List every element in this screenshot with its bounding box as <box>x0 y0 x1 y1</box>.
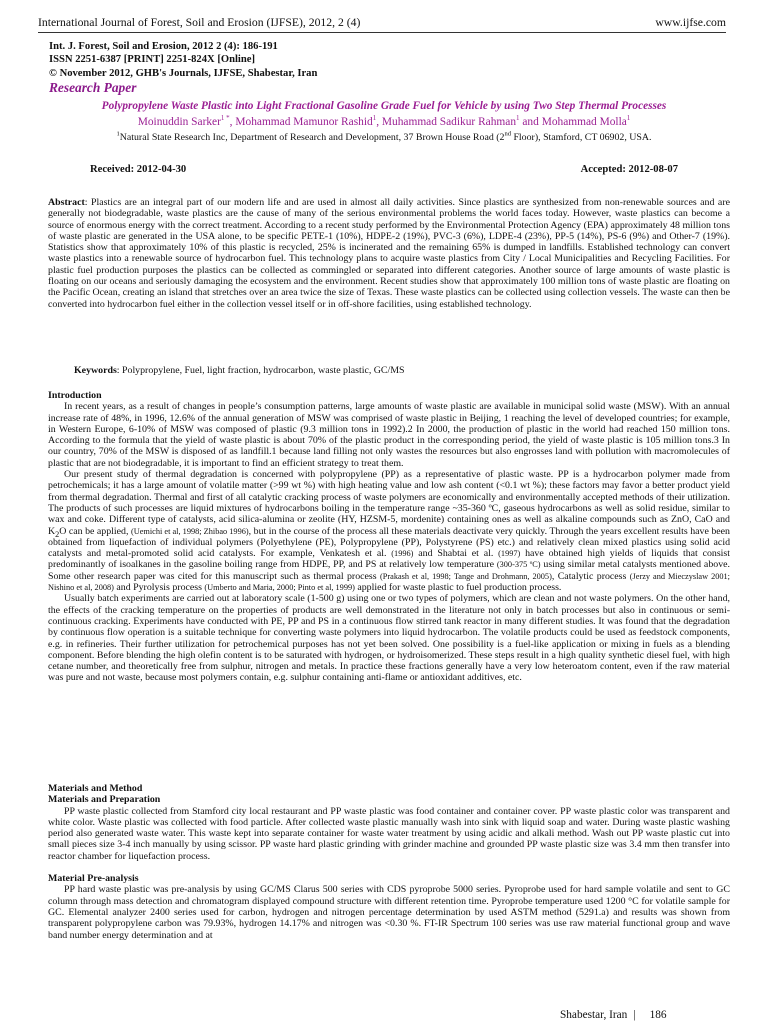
keywords-text: : Polypropylene, Fuel, light fraction, hydrocarbon, waste plastic, GC/MS <box>116 365 405 376</box>
methods-section <box>48 783 730 941</box>
intro-text: applied for waste plastic to fuel production process. <box>354 582 562 594</box>
subscript: 2 <box>55 529 60 539</box>
footer-place: Shabestar, Iran <box>560 1009 628 1021</box>
intro-paragraph: In recent years, as a result of changes in people’s consumption patterns, large amounts of waste plastic are available in municipal solid waste (MSW). With an annual increase rate of 48%, in 1996, 12.6% of the annual generation of MSW was comprised of waste plastic in Beijing, 1 reaching the level of developed countries; for example, in Western Europe, 6-10% of MSW was composed of plastic (9.3 million tons in 1992).2 In 2000, the production of plastic in the world had reached 150 million tons. According to the formula that the yield of waste plastic is about 70% of the plastic product in the corresponding period, the yield of waste plastic is 105 million tons.3 In our country, 70% of the MSW is disposed of as landfill.1 because land filling not only wastes the resources but also engrosses land with pollution with macromolecules of plastic that are not biodegradable, it is important to find an efficient strategy to treat them. <box>48 401 730 469</box>
author-name: Mohammad Mamunor Rashid <box>235 116 373 128</box>
citation: (1996) <box>391 549 414 559</box>
keywords-section <box>48 365 730 376</box>
keywords-paragraph <box>74 365 730 376</box>
methods-paragraph: PP waste plastic collected from Stamford city local restaurant and PP waste plastic was food container and container cover. PP waste plastic color was transparent and white color. Waste plastic was collected with food particle. After collected waste plastic manually wash into sink with liquid soap and water. During waste plastic washing period also generated waste water. This waste kept into separate container for waste water treatment by using acidic and alkali method. Wash out PP waste plastic cut into small pieces size 3-4 inch manually by using scissor. PP waste hard plastic grinding with grinder machine and grounded PP waste plastic size was 3.4 mm then transfer into reactor chamber for liquefaction process. <box>48 805 730 862</box>
abstract-section <box>48 197 730 310</box>
intro-text: , Catalytic process <box>551 570 630 582</box>
abstract-paragraph <box>48 197 730 310</box>
author-separator: , <box>376 116 382 128</box>
copyright-line: © November 2012, GHB's Journals, IJFSE, Shabestar, Iran <box>49 67 318 79</box>
author-separator: and <box>519 116 542 128</box>
abstract-text: : Plastics are an integral part of our modern life and are used in almost all daily activities. Since plastics are synthesized from non-renewable sources and are generally not biodegradable, waste plastics are the cause of many of the serious environmental problems the world faces today. However, waste plastics can become a source of enormous energy with the correct treatment. According to a recent study performed by the Environmental Protection Agency (EPA) approximately 48 million tons of waste plastic are generated in the USA alone, to be specific PETE-1 (10%), HDPE-2 (19%), PVC-3 (6%), LDPE-4 (23%), PP-5 (14%), PS-6 (9%) and Other-7 (19%). Statistics show that approximately 10% of this plastic is recycled, 25% is incinerated and the remaining 65% is dumped in landfills. Established technology can convert waste plastics into a renewable source of hydrocarbon fuel. This technology plans to acquire waste plastics from City / Local Municipalities and Recycling Facilities. For plastic fuel production purposes the plastics can be collected as commingled or separated into different categories. Another source of large amounts of waste plastic is floating on our oceans and seriously damaging the ecosystem and the environment. Recent studies show that approximately 100 million tons of waste plastic are floating on the Pacific Ocean, creating an island that stretches over an area twice the size of Texas. These waste plastics can be collected using collection vessels. The waste can then be converted into hydrocarbon fuel either in the collection vessel itself or in off-shore facilities, using established technology. <box>48 197 730 310</box>
author-affiliation-mark: 1 <box>626 114 631 123</box>
intro-text: and Pyrolysis process <box>113 582 205 594</box>
intro-text: using similar metal catalysts mentioned above. Some other research paper was cited for this manuscript such as thermal process <box>48 559 730 582</box>
article-dates <box>90 164 678 175</box>
intro-paragraph <box>48 469 730 593</box>
citation-line: Int. J. Forest, Soil and Erosion, 2012 2 (4): 186-191 <box>49 41 278 52</box>
introduction-section <box>48 390 730 684</box>
methods-paragraph: PP hard waste plastic was pre-analysis by using GC/MS Clarus 500 series with CDS pyroprobe 5000 series. Pyroprobe used for hard sample volatile and sent to GC column through mass detection and chromatogram displayed compound structure with different retention time. Pyroprobe temperature used 1200 °C for volatile sample for GC. Elemental analyzer 2400 series used for carbon, hydrogen and nitrogen percentage determination by used ASTM method (5291.a) and results was shown from transparent polypropylene carbon was 79.93%, hydrogen 14.17% and nitrogen was <0.30 %. FT-IR Spectrum 100 series was use raw material functional group and wave band number energy determination and at <box>48 884 730 941</box>
author-name: Moinuddin Sarker <box>137 116 221 128</box>
running-head <box>38 3 726 33</box>
citation: (1997) <box>498 549 521 559</box>
affiliation-text-end: Floor), Stamford, CT 06902, USA. <box>510 132 652 143</box>
citation: (Uemichi et al, 1998; Zhibao 1996) <box>130 526 249 536</box>
page-footer <box>560 1009 667 1021</box>
intro-text: , but in the course of the process all these materials deactivate very quickly. Through the years excellent results have been obtained from liquefaction of individual polymers (Polyethylene (PE), Polypropylene (PP), Polystyrene (PS) etc.) and relatively clean mixed plastics using solid acid catalysts and metal-promoted solid acid catalysts. For example, Venkatesh et al. <box>48 525 730 560</box>
keywords-label: Keywords <box>74 365 117 376</box>
materials-subheading: Materials and Preparation <box>48 794 161 806</box>
publication-info <box>49 40 729 95</box>
citation: (Umberto and Maria, 2000; Pinto et al, 1999) <box>204 583 355 593</box>
author-affiliation-mark: 1 <box>516 114 520 123</box>
author-affiliation <box>40 132 728 143</box>
issn-line: ISSN 2251-6387 [PRINT] 2251-824X [Online] <box>49 54 255 66</box>
author-affiliation-mark: 1 <box>372 114 377 123</box>
intro-text: O can be applied, <box>59 525 131 537</box>
introduction-heading: Introduction <box>48 390 102 401</box>
author-separator: , <box>229 116 236 128</box>
received-date: Received: 2012-04-30 <box>90 164 187 175</box>
intro-text: Our present study of thermal degradation is concerned with polypropylene (PP) as a representative of plastic waste. PP is a hydrocarbon polymer made from petrochemicals; it has a large amount of volatile matter (>99 wt %) with high heating value and low ash content (<0.1 wt %); these factors may favor a better product yield from thermal degradation. Thermal and first of all catalytic cracking process of waste polymers are economically and environmentally accepted methods of their utilization. The products of such processes are liquid mixtures of hydrocarbons boiling in the temperature range ~35-360 ºC, gaseous hydrocarbons as well as solid residue, similar to wax and coke. Different type of catalysts, acid silica-alumina or zeolite (HY, HZSM-5, mordenite) containing ones as well as alkaline compounds such as ZnO, CaO and K <box>48 469 730 537</box>
footer-separator: | <box>633 1009 636 1021</box>
author-affiliation-mark: 1 * <box>220 114 230 123</box>
methods-heading: Materials and Method <box>48 783 143 794</box>
preanalysis-subheading: Material Pre-analysis <box>48 873 139 885</box>
intro-text: have obtained high yields of liquids that consist predominantly of isoalkanes in the gasoline boiling range from HDPE, PP, and PS at relatively low temperature <box>48 548 731 571</box>
citation: (Jerzy and Mieczyslaw 2001; Nishino et al, 2008) <box>48 571 730 593</box>
abstract-label: Abstract <box>48 197 85 208</box>
citation: (Prakash et al, 1998; Tange and Drohmann, 2005) <box>380 571 552 581</box>
affiliation-text: Natural State Research Inc, Department of Research and Development, 37 Brown House Road (2 <box>119 132 505 143</box>
author-name: Mohammad Molla <box>541 116 627 128</box>
journal-website[interactable]: www.ijfse.com <box>655 16 726 29</box>
accepted-date: Accepted: 2012-08-07 <box>580 164 678 175</box>
citation: (300-375 ºC) <box>496 560 541 570</box>
journal-running-title: International Journal of Forest, Soil and Erosion (IJFSE), 2012, 2 (4) <box>38 16 361 29</box>
page-number: 186 <box>649 1009 667 1021</box>
affiliation-mark: 1 <box>116 130 120 138</box>
author-name: Muhammad Sadikur Rahman <box>381 116 517 128</box>
intro-paragraph: Usually batch experiments are carried out at laboratory scale (1-500 g) using one or two types of polymers, which are clean and not waste polymers. On the other hand, the effects of the cracking temperature on the properties of products are well demonstrated in the literature not only in batch processes but also in continuous or semi-continuous cracking. Experiments have conducted with PE, PP and PS in a continuous flow stirred tank reactor in many different studies. It was found that the degradation by continuous flow operation is a suitable technique for converting waste polymers into liquid hydrocarbon. The volatile products could be used as feedstock components, e.g. in refineries. Their further utilization for petrochemical purposes has not yet been solved. One possibility is a fuel-like application or mixing in fuels as a blending component. Before blending the high olefin content is to be saturated with hydrogen, or hydroisomerized. These steps result in a high quality synthetic diesel fuel, with high cetane number, and theoretically free from sulphur, nitrogen and metals. In practice these fractions generally have a very low heteroatom content, even if the raw material was pure and not waste, because most polymers contain, e.g. sulphur containing anti-flame or antioxidant additives, etc. <box>48 593 730 684</box>
paper-title: Polypropylene Waste Plastic into Light Fractional Gasoline Grade Fuel for Vehicle by using Two Step Thermal Processes <box>101 100 667 112</box>
author-list <box>40 116 728 128</box>
intro-text: and Shabtai et al. <box>413 548 499 560</box>
affiliation-ordinal: nd <box>504 130 511 138</box>
article-type-label: Research Paper <box>49 79 137 95</box>
